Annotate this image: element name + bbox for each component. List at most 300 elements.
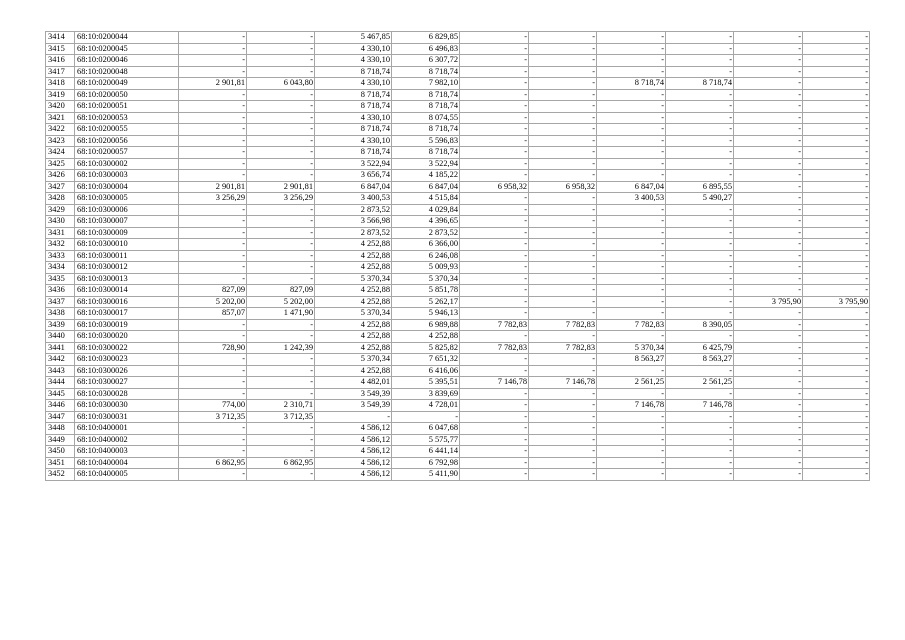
value-cell: - — [529, 124, 597, 136]
value-cell: - — [247, 170, 315, 182]
table-row — [46, 354, 870, 366]
value-cell: - — [529, 250, 597, 262]
value-cell: - — [666, 101, 734, 113]
value-cell: - — [179, 377, 247, 389]
value-cell: - — [734, 32, 803, 44]
value-cell: - — [734, 354, 803, 366]
row-number-cell: 3442 — [46, 354, 75, 366]
row-number-cell: 3439 — [46, 319, 75, 331]
value-cell: 6 989,88 — [392, 319, 460, 331]
value-cell: 4 330,10 — [315, 135, 392, 147]
value-cell: - — [803, 457, 870, 469]
value-cell: - — [179, 32, 247, 44]
value-cell: - — [803, 239, 870, 251]
value-cell: 3 712,35 — [247, 411, 315, 423]
value-cell: 8 718,74 — [315, 89, 392, 101]
value-cell: - — [803, 89, 870, 101]
value-cell: - — [179, 434, 247, 446]
value-cell: - — [247, 135, 315, 147]
value-cell: - — [597, 239, 666, 251]
value-cell: - — [529, 204, 597, 216]
value-cell: 8 718,74 — [392, 66, 460, 78]
table-row — [46, 365, 870, 377]
value-cell: - — [597, 457, 666, 469]
value-cell: - — [529, 434, 597, 446]
value-cell: 3 549,39 — [315, 400, 392, 412]
value-cell: - — [460, 296, 529, 308]
value-cell: 7 146,78 — [460, 377, 529, 389]
value-cell: - — [460, 388, 529, 400]
value-cell: - — [460, 457, 529, 469]
value-cell: - — [597, 469, 666, 481]
table-row — [46, 89, 870, 101]
value-cell: - — [179, 331, 247, 343]
value-cell: - — [460, 32, 529, 44]
row-number-cell: 3418 — [46, 78, 75, 90]
value-cell: - — [529, 216, 597, 228]
value-cell: - — [529, 446, 597, 458]
value-cell: 6 043,80 — [247, 78, 315, 90]
value-cell: - — [803, 354, 870, 366]
value-cell: - — [529, 158, 597, 170]
value-cell: - — [247, 423, 315, 435]
row-number-cell: 3415 — [46, 43, 75, 55]
row-number-cell: 3420 — [46, 101, 75, 113]
value-cell: - — [734, 388, 803, 400]
value-cell: - — [597, 147, 666, 159]
cadastral-code-cell: 68:10:0300023 — [75, 354, 179, 366]
value-cell: - — [734, 158, 803, 170]
row-number-cell: 3426 — [46, 170, 75, 182]
value-cell: - — [734, 66, 803, 78]
value-cell: - — [803, 262, 870, 274]
value-cell: - — [803, 285, 870, 297]
cadastral-code-cell: 68:10:0200048 — [75, 66, 179, 78]
value-cell: 5 467,85 — [315, 32, 392, 44]
value-cell: - — [460, 112, 529, 124]
value-cell: 4 029,84 — [392, 204, 460, 216]
value-cell: 4 252,88 — [315, 285, 392, 297]
value-cell: 4 586,12 — [315, 457, 392, 469]
value-cell: - — [247, 469, 315, 481]
value-cell: - — [460, 158, 529, 170]
value-cell: 8 718,74 — [315, 101, 392, 113]
value-cell: 7 982,10 — [392, 78, 460, 90]
value-cell: 7 782,83 — [597, 319, 666, 331]
value-cell: - — [803, 319, 870, 331]
value-cell: - — [803, 331, 870, 343]
value-cell: - — [179, 446, 247, 458]
value-cell: - — [529, 78, 597, 90]
value-cell: - — [179, 89, 247, 101]
data-table — [45, 31, 870, 481]
value-cell: - — [597, 296, 666, 308]
row-number-cell: 3431 — [46, 227, 75, 239]
row-number-cell: 3436 — [46, 285, 75, 297]
table-row — [46, 296, 870, 308]
value-cell: - — [247, 158, 315, 170]
row-number-cell: 3441 — [46, 342, 75, 354]
value-cell: - — [734, 89, 803, 101]
value-cell: - — [803, 365, 870, 377]
value-cell: 5 202,00 — [179, 296, 247, 308]
value-cell: - — [529, 354, 597, 366]
value-cell: 6 441,14 — [392, 446, 460, 458]
value-cell: - — [803, 181, 870, 193]
value-cell: 7 782,83 — [529, 319, 597, 331]
value-cell: - — [666, 423, 734, 435]
value-cell: - — [460, 262, 529, 274]
value-cell: 4 586,12 — [315, 446, 392, 458]
cadastral-code-cell: 68:10:0300019 — [75, 319, 179, 331]
value-cell: 6 416,06 — [392, 365, 460, 377]
value-cell: - — [734, 446, 803, 458]
value-cell: - — [734, 434, 803, 446]
value-cell: - — [460, 227, 529, 239]
value-cell: - — [666, 411, 734, 423]
value-cell: 4 330,10 — [315, 55, 392, 67]
value-cell: - — [803, 135, 870, 147]
value-cell: 8 563,27 — [666, 354, 734, 366]
row-number-cell: 3424 — [46, 147, 75, 159]
value-cell: - — [734, 262, 803, 274]
value-cell: - — [803, 342, 870, 354]
cadastral-code-cell: 68:10:0300016 — [75, 296, 179, 308]
value-cell: - — [597, 227, 666, 239]
value-cell: 1 242,39 — [247, 342, 315, 354]
table-row — [46, 262, 870, 274]
row-number-cell: 3414 — [46, 32, 75, 44]
cadastral-code-cell: 68:10:0200051 — [75, 101, 179, 113]
cadastral-code-cell: 68:10:0300002 — [75, 158, 179, 170]
value-cell: - — [734, 147, 803, 159]
row-number-cell: 3438 — [46, 308, 75, 320]
value-cell: - — [597, 66, 666, 78]
value-cell: 2 873,52 — [392, 227, 460, 239]
value-cell: - — [666, 158, 734, 170]
value-cell: - — [597, 158, 666, 170]
row-number-cell: 3421 — [46, 112, 75, 124]
value-cell: 2 901,81 — [179, 181, 247, 193]
value-cell: - — [734, 423, 803, 435]
value-cell: 728,90 — [179, 342, 247, 354]
value-cell: - — [460, 135, 529, 147]
table-row — [46, 342, 870, 354]
value-cell: - — [666, 239, 734, 251]
table-row — [46, 400, 870, 412]
value-cell: - — [179, 365, 247, 377]
value-cell: - — [460, 308, 529, 320]
value-cell: - — [179, 262, 247, 274]
value-cell: - — [803, 147, 870, 159]
value-cell: 4 586,12 — [315, 423, 392, 435]
value-cell: 4 330,10 — [315, 43, 392, 55]
row-number-cell: 3449 — [46, 434, 75, 446]
table-body — [46, 32, 870, 481]
cadastral-code-cell: 68:10:0300028 — [75, 388, 179, 400]
value-cell: - — [179, 170, 247, 182]
value-cell: - — [460, 101, 529, 113]
value-cell: 8 563,27 — [597, 354, 666, 366]
value-cell: 7 146,78 — [597, 400, 666, 412]
cadastral-code-cell: 68:10:0300011 — [75, 250, 179, 262]
value-cell: - — [803, 193, 870, 205]
row-number-cell: 3440 — [46, 331, 75, 343]
value-cell: - — [460, 446, 529, 458]
value-cell: - — [666, 469, 734, 481]
value-cell: - — [734, 400, 803, 412]
value-cell: 4 252,88 — [315, 331, 392, 343]
value-cell: - — [734, 78, 803, 90]
table-row — [46, 66, 870, 78]
cadastral-code-cell: 68:10:0400003 — [75, 446, 179, 458]
value-cell: - — [734, 112, 803, 124]
value-cell: - — [666, 457, 734, 469]
table-row — [46, 469, 870, 481]
value-cell: 5 596,83 — [392, 135, 460, 147]
value-cell: 4 586,12 — [315, 469, 392, 481]
table-row — [46, 101, 870, 113]
value-cell: - — [666, 89, 734, 101]
value-cell: 8 718,74 — [392, 89, 460, 101]
value-cell: - — [529, 400, 597, 412]
cadastral-code-cell: 68:10:0300026 — [75, 365, 179, 377]
table-row — [46, 193, 870, 205]
value-cell: 5 370,34 — [597, 342, 666, 354]
value-cell: - — [597, 285, 666, 297]
value-cell: - — [460, 193, 529, 205]
cadastral-code-cell: 68:10:0400005 — [75, 469, 179, 481]
value-cell: - — [247, 331, 315, 343]
value-cell: - — [803, 273, 870, 285]
value-cell: - — [803, 308, 870, 320]
table-row — [46, 285, 870, 297]
value-cell: 827,09 — [179, 285, 247, 297]
table-row — [46, 181, 870, 193]
value-cell: - — [247, 239, 315, 251]
value-cell: 3 522,94 — [315, 158, 392, 170]
value-cell: - — [734, 457, 803, 469]
value-cell: - — [529, 365, 597, 377]
value-cell: 4 482,01 — [315, 377, 392, 389]
value-cell: 4 252,88 — [315, 239, 392, 251]
value-cell: - — [247, 216, 315, 228]
row-number-cell: 3423 — [46, 135, 75, 147]
value-cell: 3 522,94 — [392, 158, 460, 170]
value-cell: - — [666, 262, 734, 274]
table-row — [46, 216, 870, 228]
value-cell: 5 370,34 — [315, 354, 392, 366]
row-number-cell: 3437 — [46, 296, 75, 308]
value-cell: 5 370,34 — [392, 273, 460, 285]
row-number-cell: 3425 — [46, 158, 75, 170]
value-cell: - — [803, 170, 870, 182]
value-cell: 8 718,74 — [392, 147, 460, 159]
value-cell: - — [529, 273, 597, 285]
value-cell: - — [247, 55, 315, 67]
value-cell: 6 862,95 — [179, 457, 247, 469]
value-cell: 857,07 — [179, 308, 247, 320]
value-cell: - — [597, 446, 666, 458]
cadastral-code-cell: 68:10:0400002 — [75, 434, 179, 446]
value-cell: 5 202,00 — [247, 296, 315, 308]
value-cell: 3 256,29 — [179, 193, 247, 205]
cadastral-code-cell: 68:10:0200057 — [75, 147, 179, 159]
value-cell: - — [179, 158, 247, 170]
value-cell: - — [734, 43, 803, 55]
value-cell: - — [460, 354, 529, 366]
cadastral-code-cell: 68:10:0300027 — [75, 377, 179, 389]
value-cell: 6 958,32 — [529, 181, 597, 193]
value-cell: - — [247, 250, 315, 262]
row-number-cell: 3444 — [46, 377, 75, 389]
value-cell: - — [460, 423, 529, 435]
value-cell: 6 829,85 — [392, 32, 460, 44]
row-number-cell: 3434 — [46, 262, 75, 274]
value-cell: - — [666, 365, 734, 377]
value-cell: - — [529, 227, 597, 239]
cadastral-code-cell: 68:10:0300020 — [75, 331, 179, 343]
value-cell: 4 330,10 — [315, 112, 392, 124]
value-cell: - — [247, 89, 315, 101]
value-cell: 5 825,82 — [392, 342, 460, 354]
value-cell: 2 561,25 — [597, 377, 666, 389]
value-cell: - — [666, 204, 734, 216]
value-cell: - — [803, 32, 870, 44]
value-cell: - — [597, 423, 666, 435]
value-cell: - — [803, 250, 870, 262]
value-cell: - — [247, 112, 315, 124]
value-cell: 6 307,72 — [392, 55, 460, 67]
table-row — [46, 55, 870, 67]
value-cell: - — [247, 101, 315, 113]
value-cell: - — [529, 66, 597, 78]
value-cell: 8 718,74 — [315, 124, 392, 136]
value-cell: - — [734, 308, 803, 320]
value-cell: - — [460, 55, 529, 67]
value-cell: - — [529, 388, 597, 400]
value-cell: 4 728,01 — [392, 400, 460, 412]
value-cell: 2 310,71 — [247, 400, 315, 412]
value-cell: - — [666, 66, 734, 78]
row-number-cell: 3433 — [46, 250, 75, 262]
value-cell: 3 400,53 — [597, 193, 666, 205]
value-cell: - — [247, 273, 315, 285]
value-cell: - — [179, 112, 247, 124]
value-cell: - — [179, 147, 247, 159]
value-cell: - — [529, 170, 597, 182]
value-cell: - — [179, 319, 247, 331]
value-cell: 6 425,79 — [666, 342, 734, 354]
table-row — [46, 434, 870, 446]
row-number-cell: 3445 — [46, 388, 75, 400]
value-cell: - — [734, 239, 803, 251]
row-number-cell: 3448 — [46, 423, 75, 435]
value-cell: 8 718,74 — [392, 101, 460, 113]
value-cell: - — [529, 469, 597, 481]
row-number-cell: 3446 — [46, 400, 75, 412]
row-number-cell: 3451 — [46, 457, 75, 469]
value-cell: - — [597, 204, 666, 216]
cadastral-code-cell: 68:10:0200044 — [75, 32, 179, 44]
value-cell: - — [460, 204, 529, 216]
row-number-cell: 3443 — [46, 365, 75, 377]
value-cell: 3 795,90 — [803, 296, 870, 308]
value-cell: - — [529, 55, 597, 67]
value-cell: - — [597, 43, 666, 55]
value-cell: - — [179, 204, 247, 216]
value-cell: - — [529, 135, 597, 147]
table-row — [46, 423, 870, 435]
value-cell: 3 256,29 — [247, 193, 315, 205]
value-cell: - — [803, 216, 870, 228]
cadastral-code-cell: 68:10:0300030 — [75, 400, 179, 412]
table-row — [46, 147, 870, 159]
value-cell: - — [803, 112, 870, 124]
value-cell: - — [803, 55, 870, 67]
value-cell: 3 566,98 — [315, 216, 392, 228]
value-cell: - — [734, 469, 803, 481]
value-cell: 6 246,08 — [392, 250, 460, 262]
value-cell: - — [460, 331, 529, 343]
value-cell: - — [529, 32, 597, 44]
table-row — [46, 78, 870, 90]
value-cell: - — [734, 193, 803, 205]
value-cell: - — [803, 400, 870, 412]
value-cell: 3 712,35 — [179, 411, 247, 423]
value-cell: - — [179, 43, 247, 55]
value-cell: - — [803, 388, 870, 400]
table-row — [46, 273, 870, 285]
value-cell: - — [179, 135, 247, 147]
value-cell: - — [666, 32, 734, 44]
table-row — [46, 43, 870, 55]
value-cell: 3 839,69 — [392, 388, 460, 400]
value-cell: 7 146,78 — [666, 400, 734, 412]
value-cell: 5 946,13 — [392, 308, 460, 320]
value-cell: - — [179, 124, 247, 136]
table-row — [46, 446, 870, 458]
value-cell: - — [460, 250, 529, 262]
value-cell: - — [529, 147, 597, 159]
value-cell: - — [597, 331, 666, 343]
value-cell: 4 515,84 — [392, 193, 460, 205]
cadastral-code-cell: 68:10:0300010 — [75, 239, 179, 251]
value-cell: - — [734, 170, 803, 182]
value-cell: - — [666, 147, 734, 159]
value-cell: 5 851,78 — [392, 285, 460, 297]
cadastral-code-cell: 68:10:0300031 — [75, 411, 179, 423]
value-cell: - — [460, 434, 529, 446]
value-cell: - — [597, 273, 666, 285]
value-cell: - — [247, 43, 315, 55]
value-cell: 6 366,00 — [392, 239, 460, 251]
value-cell: - — [529, 112, 597, 124]
value-cell: - — [460, 89, 529, 101]
value-cell: - — [803, 124, 870, 136]
value-cell: - — [247, 446, 315, 458]
value-cell: - — [247, 319, 315, 331]
cadastral-code-cell: 68:10:0300013 — [75, 273, 179, 285]
table-row — [46, 124, 870, 136]
value-cell: - — [247, 66, 315, 78]
cadastral-code-cell: 68:10:0200053 — [75, 112, 179, 124]
row-number-cell: 3430 — [46, 216, 75, 228]
table-row — [46, 239, 870, 251]
value-cell: 4 396,65 — [392, 216, 460, 228]
value-cell: 2 873,52 — [315, 227, 392, 239]
cadastral-code-cell: 68:10:0200056 — [75, 135, 179, 147]
